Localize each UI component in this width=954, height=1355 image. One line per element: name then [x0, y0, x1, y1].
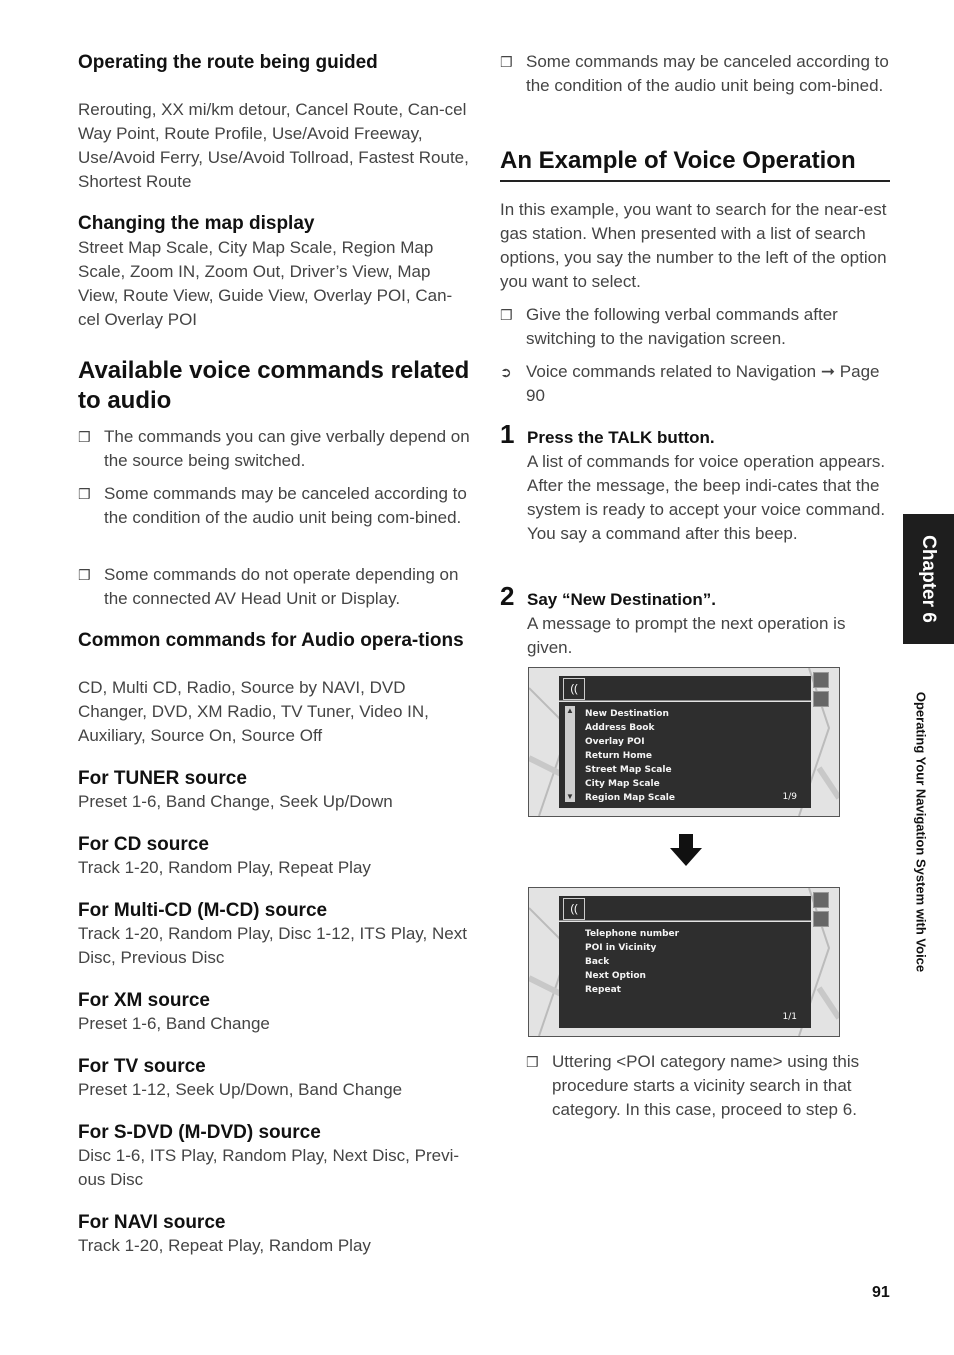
arrow-down-icon	[670, 834, 702, 866]
chapter-label: Chapter 6	[918, 535, 939, 623]
side-icons	[813, 672, 833, 708]
command-list-panel	[559, 922, 811, 1028]
list-item[interactable]: Street Map Scale	[585, 765, 672, 775]
top-bullet: ❒ Some commands may be canceled according to the condition of the audio unit being com-bined.	[500, 52, 889, 95]
tuner-text: Preset 1-6, Band Change, Seek Up/Down	[78, 792, 393, 811]
audio-bullet-1: ❒ The commands you can give verbally depend on the source being switched.	[78, 427, 470, 470]
xm-title: For XM source	[78, 990, 210, 1011]
cd-text: Track 1-20, Random Play, Repeat Play	[78, 858, 371, 877]
screen-command-list-1	[528, 667, 840, 817]
bottom-bullet: ❒ Uttering <POI category name> using this procedure starts a vicinity search in that category. In this case, proceed to step 6.	[526, 1052, 860, 1119]
list-item[interactable]: Back	[585, 957, 610, 967]
list-item[interactable]: Repeat	[585, 985, 621, 995]
page-indicator: 1/9	[782, 792, 797, 802]
checkbox-icon: ❒	[500, 307, 513, 323]
list-item[interactable]: City Map Scale	[585, 779, 660, 789]
microphone-icon	[813, 911, 829, 927]
voice-title-bar	[559, 676, 811, 701]
route-text: Rerouting, XX mi/km detour, Cancel Route, Can-cel Way Point, Route Profile, Use/Avoid Freeway, Use/Avoid Ferry, Use/Avoid Tollroad, Fastest Route, Shortest Route	[78, 100, 469, 191]
voice-icon: ((	[563, 898, 585, 920]
list-item[interactable]: Region Map Scale	[585, 793, 675, 803]
checkbox-icon: ❒	[78, 486, 91, 502]
microphone-icon	[813, 691, 829, 707]
scrollbar[interactable]	[565, 706, 575, 802]
tv-text: Preset 1-12, Seek Up/Down, Band Change	[78, 1080, 403, 1099]
xm-text: Preset 1-6, Band Change	[78, 1014, 270, 1033]
common-title: Common commands for Audio opera-tions	[78, 630, 464, 651]
command-list-panel	[559, 702, 811, 808]
cd-title: For CD source	[78, 834, 209, 855]
mcd-text: Track 1-20, Random Play, Disc 1-12, ITS Play, Next Disc, Previous Disc	[78, 924, 467, 967]
route-title: Operating the route being guided	[78, 52, 378, 73]
list-item[interactable]: Next Option	[585, 971, 646, 981]
checkbox-icon: ❒	[500, 54, 513, 70]
list-item[interactable]: Address Book	[585, 723, 655, 733]
voice-icon: ((	[563, 678, 585, 700]
side-icons	[813, 892, 833, 928]
reference-arrow-icon: ➲	[500, 364, 512, 380]
zoom-icon	[813, 672, 829, 688]
page-number: 91	[872, 1284, 890, 1301]
checkbox-icon: ❒	[78, 429, 91, 445]
chapter-tab	[903, 514, 954, 644]
screen-command-list-2	[528, 887, 840, 1037]
list-item[interactable]: Return Home	[585, 751, 652, 761]
voice-title-bar	[559, 896, 811, 921]
list-item[interactable]: New Destination	[585, 709, 669, 719]
step-2-number: 2	[500, 581, 515, 611]
page-indicator: 1/1	[782, 1012, 797, 1022]
checkbox-icon: ❒	[78, 567, 91, 583]
common-text: CD, Multi CD, Radio, Source by NAVI, DVD Changer, DVD, XM Radio, TV Tuner, Video IN, Auxiliary, Source On, Source Off	[78, 678, 429, 745]
checkbox-icon: ❒	[526, 1054, 539, 1070]
tv-title: For TV source	[78, 1056, 206, 1077]
list-item[interactable]: Overlay POI	[585, 737, 645, 747]
ref-line: ➲ Voice commands related to Navigation ➞ Page 90	[500, 362, 880, 405]
intro-text: In this example, you want to search for the near-est gas station. When presented with a list of search options, you say the number to the left of the option you want to select.	[500, 200, 887, 291]
map-title: Changing the map display	[78, 213, 315, 234]
mcd-title: For Multi-CD (M-CD) source	[78, 900, 328, 921]
step-1-text: A list of commands for voice operation appears. After the message, the beep indi-cates that the system is ready to accept your voice command. You say a command after this beep.	[527, 452, 886, 543]
sdvd-title: For S-DVD (M-DVD) source	[78, 1122, 321, 1143]
voice-heading: An Example of Voice Operation	[500, 146, 890, 182]
navi-text: Track 1-20, Repeat Play, Random Play	[78, 1236, 371, 1255]
scroll-down-icon[interactable]: ▼	[566, 792, 574, 801]
scroll-up-icon[interactable]: ▲	[566, 706, 574, 715]
navi-title: For NAVI source	[78, 1212, 226, 1233]
sdvd-text: Disc 1-6, ITS Play, Random Play, Next Disc, Previ-ous Disc	[78, 1146, 460, 1189]
give-bullet: ❒ Give the following verbal commands after switching to the navigation screen.	[500, 305, 838, 348]
tuner-title: For TUNER source	[78, 768, 247, 789]
step-2-text: A message to prompt the next operation is given.	[527, 614, 846, 657]
audio-bullet-2: ❒ Some commands may be canceled according to the condition of the audio unit being com-bined.	[78, 484, 467, 527]
audio-bullet-3: ❒ Some commands do not operate depending on the connected AV Head Unit or Display.	[78, 565, 459, 608]
audio-heading: Available voice commands related to audio	[78, 357, 470, 414]
map-text: Street Map Scale, City Map Scale, Region Map Scale, Zoom IN, Zoom Out, Driver’s View, Map View, Route View, Guide View, Overlay POI, Can-cel Overlay POI	[78, 238, 453, 329]
list-item[interactable]: POI in Vicinity	[585, 943, 657, 953]
list-item[interactable]: Telephone number	[585, 929, 680, 939]
zoom-icon	[813, 892, 829, 908]
step-1-title: Press the TALK button.	[527, 428, 715, 447]
side-section-title: Operating Your Navigation System with Voice	[913, 691, 929, 973]
step-2-title: Say “New Destination”.	[527, 590, 716, 609]
step-1-number: 1	[500, 419, 515, 449]
